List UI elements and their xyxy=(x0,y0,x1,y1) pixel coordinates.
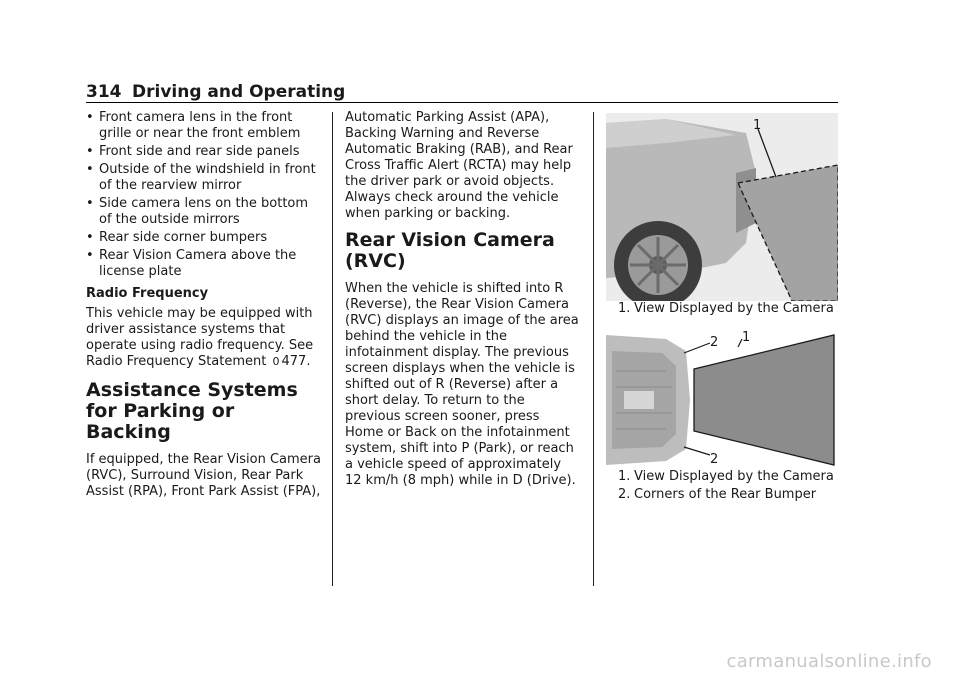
rear-vision-camera-text: When the vehicle is shifted into R (Reverse), the Rear Vision Camera (RVC) displays an image of the area behind the vehicle in the infotainment display. The previous screen displays when the vehicle is shifted out of R (Reverse) after a short delay. To return to the previous screen sooner, press Home or Back on the infotainment system, shift into P (Park), or reach a vehicle speed of approximately 12 km/h (8 mph) while in D (Drive). xyxy=(345,281,579,488)
figure2-caption-list xyxy=(606,469,838,503)
column-2 xyxy=(345,110,581,497)
assistance-systems-text-continued: Automatic Parking Assist (APA), Backing Warning and Reverse Automatic Braking (RAB), and Rear Cross Traffic Alert (RCTA) may help the driver park or avoid objects. Always check around the vehicle when parking or backing. xyxy=(345,110,573,221)
callout-label: 1 xyxy=(742,331,751,345)
list-item: • Front side and rear side panels xyxy=(86,144,322,160)
list-item: • Outside of the windshield in front of the rearview mirror xyxy=(86,162,322,194)
assistance-systems-heading: Assistance Systems for Parking or Backing xyxy=(86,379,298,443)
rear-camera-view-figure xyxy=(606,113,838,301)
column-divider-2 xyxy=(593,112,594,586)
list-item: • Side camera lens on the bottom of the outside mirrors xyxy=(86,196,322,228)
callout-label: 2 xyxy=(710,452,719,467)
rear-vision-camera-heading: Rear Vision Camera (RVC) xyxy=(345,229,555,272)
camera-top-view-figure xyxy=(606,331,838,469)
figure1-caption-list xyxy=(606,301,838,317)
list-item: • Rear Vision Camera above the license plate xyxy=(86,248,322,280)
radio-frequency-link[interactable]: 477. xyxy=(281,354,311,369)
page-header xyxy=(86,82,838,103)
column-1 xyxy=(86,110,322,508)
assistance-systems-text: If equipped, the Rear Vision Camera (RVC), Surround Vision, Rear Park Assist (RPA), Front Park Assist (FPA), xyxy=(86,452,321,499)
column-3 xyxy=(606,113,838,505)
list-item: • Front camera lens in the front grille or near the front emblem xyxy=(86,110,322,142)
list-item: • Rear side corner bumpers xyxy=(86,230,322,246)
radio-frequency-heading: Radio Frequency xyxy=(86,286,209,301)
figure2-caption: 1. View Displayed by the Camera xyxy=(618,469,834,484)
figure2-caption: 2. Corners of the Rear Bumper xyxy=(618,487,817,502)
column-divider-1 xyxy=(332,112,333,586)
callout-label: 1 xyxy=(753,118,762,133)
camera-location-list xyxy=(86,110,322,280)
radio-frequency-text: This vehicle may be equipped with driver assistance systems that operate using radio frequency. See Radio Frequency Statement 0 477. xyxy=(86,306,314,369)
page-reference-icon: 0 xyxy=(272,355,280,368)
section-title: Driving and Operating xyxy=(132,82,346,102)
watermark: carmanualsonline.info xyxy=(726,651,932,672)
page-number: 314 xyxy=(86,82,122,102)
figure1-caption: 1. View Displayed by the Camera xyxy=(618,301,834,316)
callout-label: 2 xyxy=(710,335,719,350)
